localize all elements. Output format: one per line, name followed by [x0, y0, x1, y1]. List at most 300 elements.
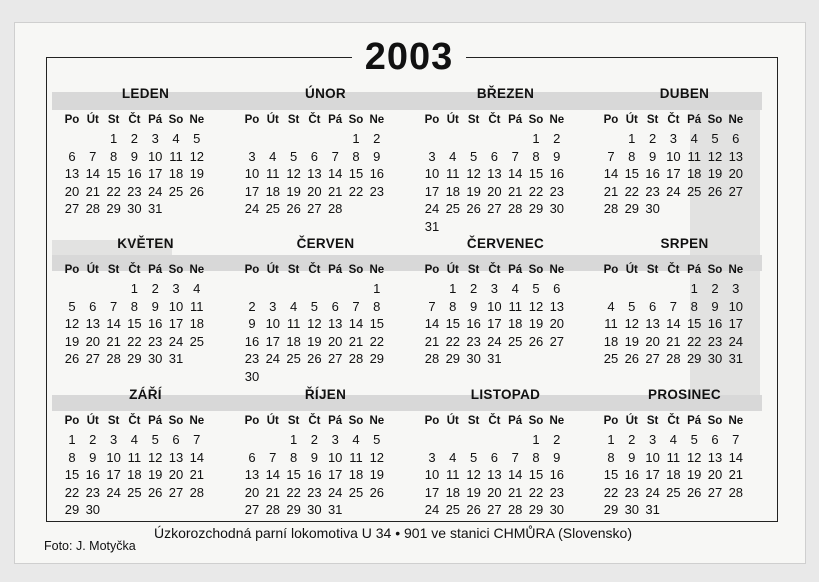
day-cell: 18 — [445, 183, 461, 199]
weekday-header: St — [107, 415, 120, 427]
day-cell: 22 — [603, 484, 619, 500]
day-cell: 5 — [193, 131, 201, 146]
day-cell: 30 — [707, 351, 723, 366]
day-cell: 6 — [248, 449, 256, 465]
day-cell: 20 — [645, 333, 660, 349]
weekday-header: So — [528, 415, 544, 427]
day-cell: 1 — [68, 432, 76, 447]
weekday-header: Čt — [308, 264, 321, 276]
weekday-header: Ne — [728, 114, 744, 126]
day-cell: 4 — [289, 298, 298, 314]
day-cell: 25 — [168, 183, 184, 199]
weekday-header: Čt — [128, 415, 141, 427]
day-cell: 8 — [532, 449, 540, 465]
weekday-header: Pá — [148, 264, 163, 276]
day-cell: 24 — [666, 183, 681, 199]
day-cell: 10 — [147, 148, 163, 164]
day-cell: 24 — [424, 502, 440, 517]
day-cell: 17 — [265, 333, 281, 349]
day-cell: 1 — [607, 432, 615, 447]
day-cell: 1 — [449, 281, 457, 296]
day-cell: 11 — [508, 298, 522, 314]
day-cell: 10 — [168, 298, 184, 314]
day-cell: 4 — [130, 432, 138, 447]
day-cell: 24 — [424, 201, 440, 216]
day-cell: 24 — [106, 484, 121, 500]
day-cell: 2 — [628, 432, 636, 447]
day-cell: 17 — [645, 467, 660, 482]
day-cell: 8 — [109, 148, 118, 164]
month-name: ZÁŘÍ — [129, 387, 162, 402]
day-cell: 5 — [373, 432, 381, 447]
day-cell: 20 — [487, 183, 502, 199]
day-cell: 25 — [127, 484, 142, 500]
day-cell: 3 — [490, 281, 498, 296]
day-cell: 13 — [549, 298, 565, 314]
weekday-header: Čt — [308, 415, 321, 427]
weekday-header: Út — [446, 415, 459, 427]
day-cell: 3 — [669, 131, 677, 146]
day-cell: 18 — [286, 333, 301, 349]
day-cell: 15 — [603, 467, 619, 482]
weekday-header: St — [646, 114, 659, 126]
day-cell: 22 — [106, 183, 121, 199]
weekday-header: Po — [603, 415, 619, 427]
day-cell: 22 — [286, 484, 301, 500]
day-cell: 14 — [728, 449, 744, 465]
month-name: DUBEN — [659, 86, 710, 101]
day-cell: 19 — [369, 467, 385, 482]
weekday-header: Út — [446, 114, 459, 126]
day-cell: 11 — [446, 166, 460, 181]
day-cell: 21 — [666, 333, 681, 349]
weekday-header: Út — [86, 415, 99, 427]
day-cell: 22 — [686, 333, 702, 349]
day-cell: 9 — [310, 449, 318, 465]
day-cell: 26 — [624, 351, 640, 366]
day-cell: 8 — [68, 449, 76, 465]
day-cell: 8 — [628, 148, 636, 164]
day-cell: 31 — [487, 351, 502, 366]
day-cell: 12 — [466, 166, 481, 181]
day-cell: 7 — [193, 432, 201, 447]
day-cell: 24 — [728, 333, 744, 349]
day-cell: 13 — [307, 166, 322, 181]
day-cell: 13 — [85, 316, 101, 331]
day-cell: 1 — [373, 281, 381, 296]
weekday-header: So — [168, 264, 184, 276]
weekday-header: St — [646, 415, 659, 427]
weekday-header: Čt — [667, 415, 680, 427]
weekday-header: Út — [266, 114, 279, 126]
day-cell: 4 — [352, 432, 360, 447]
day-cell: 20 — [549, 316, 565, 331]
day-cell: 1 — [532, 131, 540, 146]
day-cell: 29 — [528, 201, 544, 216]
weekday-header: Po — [424, 264, 440, 276]
day-cell: 26 — [307, 351, 322, 366]
month-name: ČERVEN — [296, 236, 355, 251]
weekday-header: Pá — [328, 264, 343, 276]
weekday-header: Pá — [328, 114, 343, 126]
day-cell: 22 — [369, 333, 385, 349]
day-cell: 18 — [189, 316, 205, 331]
day-cell: 22 — [64, 484, 80, 500]
photo-credit: Foto: J. Motyčka — [44, 539, 136, 553]
day-cell: 30 — [466, 351, 481, 366]
day-cell: 23 — [624, 484, 640, 500]
weekday-header: Út — [446, 264, 459, 276]
weekday-header: So — [348, 264, 364, 276]
day-cell: 6 — [89, 298, 97, 314]
weekday-header: Ne — [189, 415, 205, 427]
day-cell: 19 — [147, 467, 163, 482]
day-cell: 19 — [466, 484, 481, 500]
day-cell: 7 — [669, 298, 677, 314]
weekday-header: Čt — [308, 114, 321, 126]
day-cell: 28 — [85, 201, 101, 216]
day-cell: 24 — [244, 201, 260, 216]
day-cell: 11 — [446, 467, 460, 482]
day-cell: 9 — [711, 298, 719, 314]
weekday-header: So — [707, 264, 723, 276]
day-cell: 20 — [168, 467, 184, 482]
weekday-header: Čt — [667, 264, 680, 276]
month-name: PROSINEC — [648, 387, 721, 402]
day-cell: 16 — [549, 467, 565, 482]
day-cell: 4 — [669, 432, 677, 447]
day-cell: 14 — [507, 467, 523, 482]
day-cell: 9 — [373, 148, 381, 164]
day-cell: 30 — [147, 351, 163, 366]
day-cell: 3 — [428, 449, 436, 465]
day-cell: 15 — [445, 316, 461, 331]
weekday-header: So — [168, 415, 184, 427]
day-cell: 31 — [147, 201, 163, 216]
day-cell: 6 — [490, 449, 498, 465]
day-cell: 24 — [168, 333, 184, 349]
day-cell: 7 — [732, 432, 740, 447]
day-cell: 8 — [607, 449, 615, 465]
weekday-header: Ne — [728, 415, 744, 427]
day-cell: 6 — [553, 281, 561, 296]
day-cell: 2 — [310, 432, 318, 447]
weekday-header: Čt — [488, 415, 501, 427]
day-cell: 29 — [624, 201, 640, 216]
day-cell: 11 — [349, 449, 363, 465]
weekday-header: St — [107, 264, 120, 276]
day-cell: 21 — [728, 467, 744, 482]
day-cell: 17 — [327, 467, 343, 482]
day-cell: 12 — [189, 148, 205, 164]
calendar-year-title: 2003 — [352, 34, 466, 80]
day-cell: 27 — [327, 351, 343, 366]
day-cell: 18 — [127, 467, 142, 482]
day-cell: 25 — [286, 351, 301, 366]
weekday-header: Po — [64, 114, 80, 126]
day-cell: 13 — [487, 467, 502, 482]
weekday-header: Út — [625, 114, 638, 126]
day-cell: 2 — [373, 131, 381, 146]
day-cell: 7 — [607, 148, 615, 164]
day-cell: 12 — [528, 298, 544, 314]
day-cell: 27 — [85, 351, 101, 366]
day-cell: 4 — [449, 148, 457, 164]
weekday-header: Pá — [687, 264, 702, 276]
weekday-header: Ne — [369, 114, 385, 126]
day-cell: 21 — [106, 333, 121, 349]
day-cell: 21 — [189, 467, 205, 482]
day-cell: 28 — [348, 351, 364, 366]
day-cell: 10 — [645, 449, 660, 465]
weekday-header: Po — [244, 415, 260, 427]
day-cell: 16 — [624, 467, 640, 482]
day-cell: 22 — [445, 333, 461, 349]
day-cell: 17 — [728, 316, 744, 331]
day-cell: 7 — [331, 148, 339, 164]
day-cell: 18 — [666, 467, 681, 482]
day-cell: 27 — [168, 484, 184, 500]
day-cell: 17 — [244, 183, 260, 199]
day-cell: 9 — [553, 449, 561, 465]
day-cell: 10 — [106, 449, 121, 465]
weekday-header: Ne — [549, 415, 565, 427]
month-block — [238, 86, 413, 226]
day-cell: 22 — [624, 183, 640, 199]
day-cell: 14 — [603, 166, 619, 181]
day-cell: 21 — [424, 333, 440, 349]
day-cell: 13 — [707, 449, 723, 465]
day-cell: 8 — [449, 298, 457, 314]
day-cell: 26 — [147, 484, 163, 500]
weekday-header: St — [467, 415, 480, 427]
day-cell: 23 — [549, 484, 565, 500]
day-cell: 21 — [348, 333, 364, 349]
day-cell: 7 — [269, 449, 277, 465]
day-cell: 14 — [265, 467, 281, 482]
day-cell: 18 — [686, 166, 702, 181]
day-cell: 17 — [424, 484, 440, 500]
weekday-header: St — [646, 264, 659, 276]
day-cell: 28 — [603, 201, 619, 216]
weekday-header: St — [287, 264, 300, 276]
day-cell: 30 — [85, 502, 101, 517]
day-cell: 15 — [127, 316, 142, 331]
day-cell: 18 — [265, 183, 281, 199]
day-cell: 13 — [327, 316, 343, 331]
day-cell: 15 — [106, 166, 121, 181]
day-cell: 2 — [553, 432, 561, 447]
weekday-header: Ne — [549, 114, 565, 126]
month-name: BŘEZEN — [476, 86, 535, 101]
day-cell: 5 — [532, 281, 540, 296]
weekday-header: St — [287, 415, 300, 427]
day-cell: 10 — [265, 316, 281, 331]
day-cell: 7 — [511, 449, 519, 465]
day-cell: 19 — [64, 333, 80, 349]
day-cell: 3 — [269, 298, 277, 314]
month-name: ČERVENEC — [466, 236, 545, 251]
day-cell: 7 — [428, 298, 436, 314]
weekday-header: So — [348, 114, 364, 126]
day-cell: 11 — [266, 166, 280, 181]
weekday-header: Út — [266, 264, 279, 276]
day-cell: 1 — [130, 281, 138, 296]
month-block — [597, 86, 772, 226]
day-cell: 14 — [348, 316, 364, 331]
weekday-header: Čt — [128, 114, 141, 126]
day-cell: 21 — [507, 183, 523, 199]
weekday-header: Út — [86, 264, 99, 276]
day-cell: 7 — [511, 148, 519, 164]
day-cell: 16 — [127, 166, 142, 181]
weekday-header: Čt — [488, 114, 501, 126]
day-cell: 16 — [307, 467, 322, 482]
day-cell: 4 — [269, 148, 277, 164]
day-cell: 9 — [553, 148, 561, 164]
day-cell: 28 — [507, 502, 523, 517]
day-cell: 12 — [686, 449, 702, 465]
day-cell: 16 — [244, 333, 260, 349]
weekday-header: So — [528, 114, 544, 126]
day-cell: 11 — [666, 449, 681, 465]
day-cell: 28 — [728, 484, 744, 500]
day-cell: 13 — [645, 316, 660, 331]
day-cell: 17 — [487, 316, 502, 331]
day-cell: 26 — [369, 484, 385, 500]
day-cell: 16 — [147, 316, 163, 331]
day-cell: 9 — [248, 316, 256, 331]
day-cell: 27 — [728, 183, 744, 199]
day-cell: 14 — [189, 449, 205, 465]
day-cell: 9 — [648, 148, 657, 164]
day-cell: 13 — [64, 166, 80, 181]
weekday-header: St — [107, 114, 120, 126]
day-cell: 26 — [189, 183, 205, 199]
day-cell: 23 — [127, 183, 142, 199]
day-cell: 26 — [528, 333, 544, 349]
day-cell: 17 — [666, 166, 681, 181]
day-cell: 12 — [369, 449, 385, 465]
weekday-header: Út — [625, 264, 638, 276]
day-cell: 20 — [85, 333, 101, 349]
day-cell: 22 — [127, 333, 142, 349]
day-cell: 8 — [690, 298, 698, 314]
day-cell: 19 — [307, 333, 322, 349]
day-cell: 7 — [89, 148, 97, 164]
weekday-header: Ne — [369, 415, 385, 427]
day-cell: 4 — [193, 281, 201, 296]
month-name: KVĚTEN — [117, 236, 174, 251]
day-cell: 25 — [666, 484, 681, 500]
day-cell: 12 — [307, 316, 322, 331]
day-cell: 10 — [424, 166, 440, 181]
day-cell: 4 — [690, 131, 698, 146]
day-cell: 16 — [85, 467, 101, 482]
day-cell: 1 — [628, 131, 636, 146]
day-cell: 27 — [64, 201, 80, 216]
day-cell: 11 — [169, 148, 183, 164]
day-cell: 20 — [64, 183, 80, 199]
day-cell: 16 — [707, 316, 723, 331]
day-cell: 14 — [424, 316, 440, 331]
day-cell: 28 — [106, 351, 121, 366]
day-cell: 11 — [127, 449, 142, 465]
day-cell: 2 — [648, 131, 657, 146]
day-cell: 29 — [369, 351, 385, 366]
day-cell: 15 — [686, 316, 702, 331]
day-cell: 31 — [645, 502, 660, 517]
day-cell: 18 — [507, 316, 523, 331]
photo-caption: Úzkorozchodná parní lokomotiva U 34 • 901 ve stanici CHMŮRA (Slovensko) — [154, 525, 632, 541]
day-cell: 9 — [151, 298, 159, 314]
weekday-header: Pá — [508, 415, 523, 427]
day-cell: 25 — [265, 201, 281, 216]
day-cell: 5 — [469, 449, 478, 465]
day-cell: 2 — [553, 131, 561, 146]
day-cell: 24 — [265, 351, 281, 366]
day-cell: 5 — [289, 148, 298, 164]
day-cell: 24 — [147, 183, 163, 199]
weekday-header: So — [707, 415, 723, 427]
day-cell: 30 — [549, 502, 565, 517]
day-cell: 31 — [728, 351, 744, 366]
weekday-header: So — [348, 415, 364, 427]
day-cell: 6 — [711, 432, 719, 447]
day-cell: 23 — [707, 333, 723, 349]
day-cell: 17 — [424, 183, 440, 199]
day-cell: 25 — [445, 502, 461, 517]
day-cell: 30 — [127, 201, 142, 216]
month-name: ÚNOR — [305, 86, 346, 101]
day-cell: 2 — [130, 131, 138, 146]
day-cell: 10 — [487, 298, 502, 314]
day-cell: 5 — [711, 131, 719, 146]
day-cell: 6 — [68, 148, 76, 164]
day-cell: 29 — [64, 502, 80, 517]
day-cell: 13 — [244, 467, 260, 482]
day-cell: 30 — [244, 368, 260, 384]
day-cell: 13 — [487, 166, 502, 181]
day-cell: 15 — [528, 166, 544, 181]
day-cell: 14 — [507, 166, 523, 181]
day-cell: 14 — [327, 166, 343, 181]
day-cell: 6 — [732, 131, 740, 146]
weekday-header: St — [467, 264, 480, 276]
day-cell: 10 — [728, 298, 744, 314]
day-cell: 2 — [89, 432, 97, 447]
day-cell: 12 — [64, 316, 80, 331]
weekday-header: Pá — [687, 415, 702, 427]
day-cell: 29 — [686, 351, 702, 366]
weekday-header: Čt — [667, 114, 680, 126]
day-cell: 11 — [190, 298, 204, 314]
weekday-header: Čt — [128, 264, 141, 276]
weekday-header: So — [707, 114, 723, 126]
day-cell: 11 — [286, 316, 301, 331]
day-cell: 27 — [487, 502, 502, 517]
day-cell: 21 — [507, 484, 523, 500]
day-cell: 21 — [603, 183, 619, 199]
day-cell: 25 — [189, 333, 205, 349]
day-cell: 23 — [645, 183, 660, 199]
month-block — [58, 236, 233, 376]
weekday-header: Po — [424, 415, 440, 427]
day-cell: 2 — [248, 298, 256, 314]
day-cell: 9 — [628, 449, 636, 465]
day-cell: 12 — [147, 449, 163, 465]
day-cell: 20 — [327, 333, 343, 349]
